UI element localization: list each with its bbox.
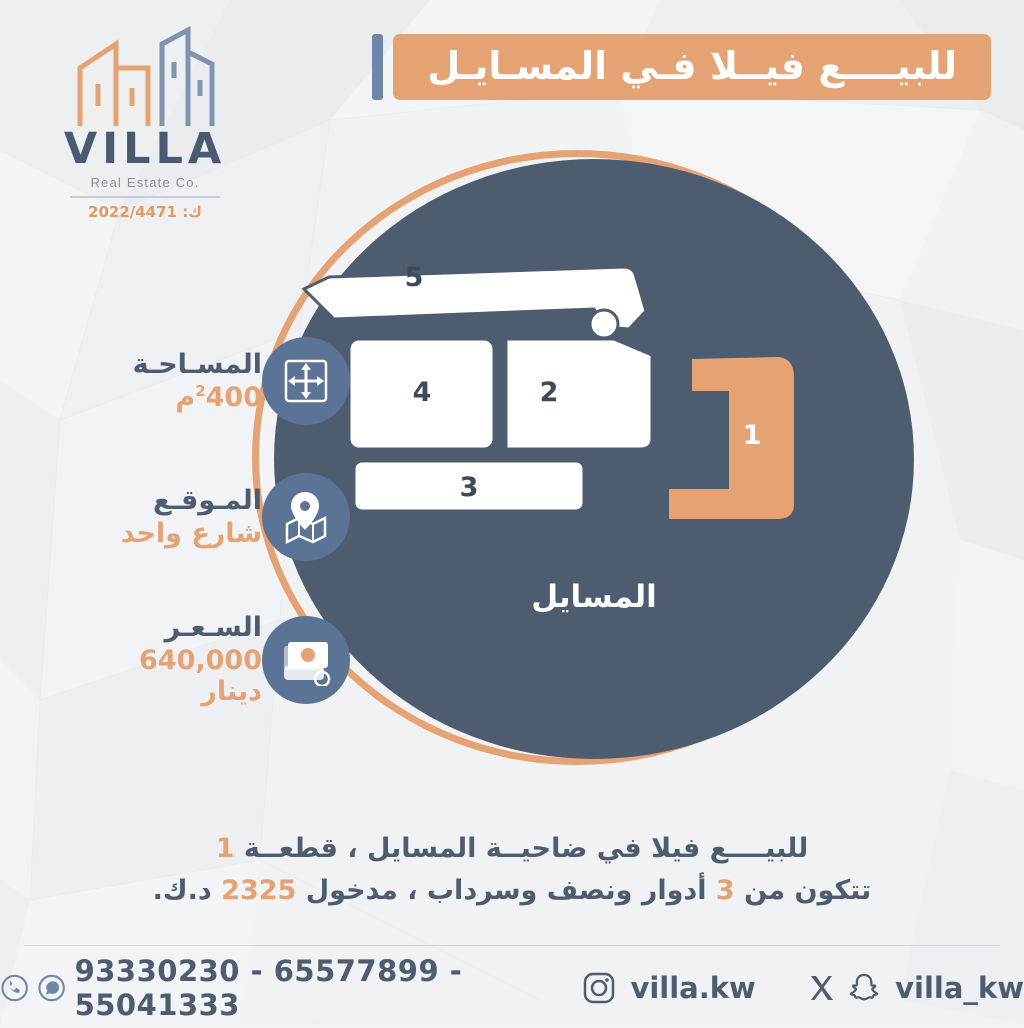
map-circle (252, 150, 912, 775)
map-circle-fill (274, 159, 914, 759)
snapchat-icon[interactable] (847, 971, 881, 1005)
logo-license: ك: 2022/4471 (88, 203, 202, 221)
x-twitter-icon[interactable] (805, 971, 839, 1005)
title-accent-bar (372, 34, 383, 100)
instagram-group[interactable] (582, 971, 755, 1005)
plot-label-2: 2 (539, 376, 559, 408)
feature-location-label: المـوقـع (152, 484, 262, 516)
title-banner-box (393, 34, 991, 100)
plot-label-1: 1 (742, 419, 762, 451)
feature-location (60, 473, 350, 561)
money-cash-icon (262, 616, 350, 704)
page-title: للبيــــع فيــلا فـي المسـايـل (427, 44, 957, 88)
feature-location-value: شارع واحد (120, 518, 262, 549)
whatsapp-icon[interactable] (37, 970, 66, 1006)
title-banner (372, 34, 991, 100)
description-line-2: تتكون من 3 أدوار ونصف وسرداب ، مدخول 2325 د.ك. (152, 874, 872, 906)
phone-group[interactable] (0, 954, 533, 1022)
plot-number-highlight: 1 (215, 833, 235, 864)
phone-numbers[interactable]: 93330230 - 65577899 - 55041333 (74, 954, 463, 1022)
map-caption: المسايل (531, 579, 657, 615)
logo-subtitle: Real Estate Co. (90, 175, 200, 190)
feature-price-value: 640,000 دينار (139, 645, 262, 708)
logo-wordmark: VILLA (63, 124, 227, 174)
feature-area-value: $^2$400م (175, 382, 262, 413)
map-plots-diagram (274, 159, 914, 759)
feature-price-label: السـعـر (164, 612, 262, 643)
x-handle[interactable]: villa_kw (895, 971, 1024, 1005)
instagram-icon[interactable] (582, 971, 616, 1005)
area-arrows-icon (262, 337, 350, 425)
plot-label-5: 5 (404, 261, 424, 293)
feature-area-label: المسـاحـة (132, 348, 262, 380)
brand-logo (30, 22, 260, 221)
feature-area (60, 337, 350, 425)
logo-divider (70, 196, 220, 198)
income-highlight: 2325 (221, 874, 297, 906)
location-pin-map-icon (262, 473, 350, 561)
feature-price (60, 612, 350, 707)
feature-area-unit-sup: 2 (195, 382, 206, 400)
footer-divider (24, 945, 1000, 946)
plot-label-4: 4 (412, 376, 432, 408)
plot-corner-node (590, 310, 618, 338)
description-line-1: للبيــــع فيلا في ضاحيــة المسايل ، قطعــة 1 (215, 833, 809, 864)
footer-contacts (0, 954, 1024, 1022)
phone-icon[interactable] (0, 970, 29, 1006)
floors-highlight: 3 (715, 874, 735, 906)
description-block (0, 828, 1024, 912)
instagram-handle[interactable]: villa.kw (630, 971, 756, 1005)
x-snapchat-group[interactable] (805, 971, 1024, 1005)
building-logo-icon (70, 22, 220, 132)
plot-label-3: 3 (459, 471, 479, 503)
